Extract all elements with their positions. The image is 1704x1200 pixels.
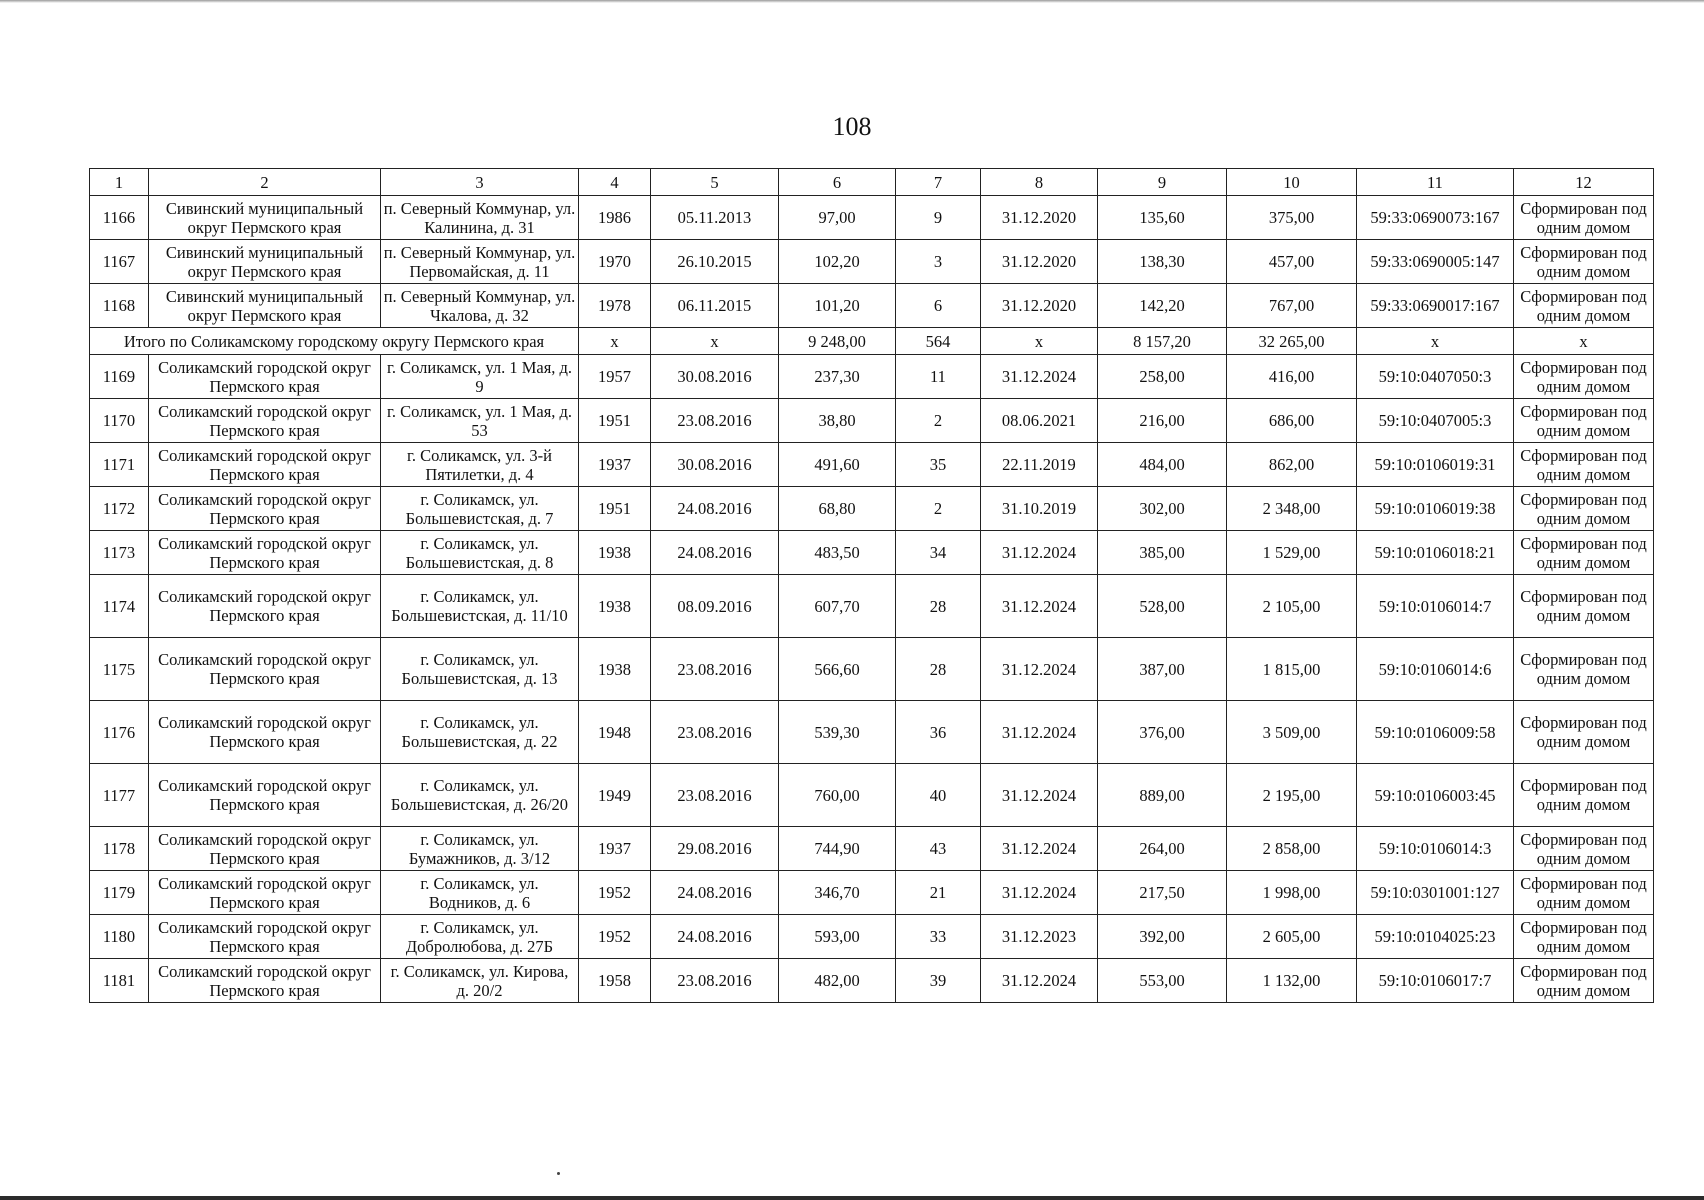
year-cell: 1951 <box>579 487 651 531</box>
table-row <box>90 196 1654 240</box>
deadline-cell: 31.12.2024 <box>981 701 1098 764</box>
page-number: 108 <box>832 112 872 141</box>
residents-cell: 11 <box>896 355 981 399</box>
year-cell: 1952 <box>579 915 651 959</box>
table-row <box>90 959 1654 1003</box>
year-cell: 1957 <box>579 355 651 399</box>
status-cell: Сформирован под одним домом <box>1514 399 1654 443</box>
year-cell: 1938 <box>579 638 651 701</box>
status-cell: Сформирован под одним домом <box>1514 575 1654 638</box>
residents-cell: 28 <box>896 638 981 701</box>
cadastral-number-cell: 59:10:0301001:127 <box>1357 871 1514 915</box>
residents-cell: 2 <box>896 487 981 531</box>
cadastral-number-cell: 59:10:0106003:45 <box>1357 764 1514 827</box>
address-cell: г. Соликамск, ул. Большевистская, д. 7 <box>381 487 579 531</box>
table-row <box>90 871 1654 915</box>
plot-area-cell: 1 132,00 <box>1227 959 1357 1003</box>
area2-cell: 258,00 <box>1098 355 1227 399</box>
date-cell: 06.11.2015 <box>651 284 779 328</box>
summary-label: Итого по Соликамскому городскому округу Пермского края <box>90 328 579 355</box>
deadline-cell: 08.06.2021 <box>981 399 1098 443</box>
address-cell: г. Соликамск, ул. Бумажников, д. 3/12 <box>381 827 579 871</box>
table-row <box>90 399 1654 443</box>
cadastral-number-cell: 59:10:0106014:3 <box>1357 827 1514 871</box>
area2-cell: 376,00 <box>1098 701 1227 764</box>
deadline-cell: 31.12.2020 <box>981 284 1098 328</box>
column-header: 3 <box>381 169 579 196</box>
date-cell: 24.08.2016 <box>651 487 779 531</box>
plot-area-cell: 2 348,00 <box>1227 487 1357 531</box>
column-header: 11 <box>1357 169 1514 196</box>
residents-cell: 2 <box>896 399 981 443</box>
plot-area-cell: 2 605,00 <box>1227 915 1357 959</box>
area-cell: 744,90 <box>779 827 896 871</box>
plot-area-cell: 375,00 <box>1227 196 1357 240</box>
area-cell: 237,30 <box>779 355 896 399</box>
row-number: 1166 <box>90 196 149 240</box>
cadastral-number-cell: 59:33:0690073:167 <box>1357 196 1514 240</box>
summary-value: x <box>1514 328 1654 355</box>
summary-value: x <box>981 328 1098 355</box>
area-cell: 97,00 <box>779 196 896 240</box>
status-cell: Сформирован под одним домом <box>1514 531 1654 575</box>
area-cell: 539,30 <box>779 701 896 764</box>
date-cell: 24.08.2016 <box>651 915 779 959</box>
year-cell: 1937 <box>579 443 651 487</box>
area-cell: 102,20 <box>779 240 896 284</box>
cadastral-number-cell: 59:10:0106019:31 <box>1357 443 1514 487</box>
year-cell: 1948 <box>579 701 651 764</box>
plot-area-cell: 2 858,00 <box>1227 827 1357 871</box>
area2-cell: 484,00 <box>1098 443 1227 487</box>
column-header: 4 <box>579 169 651 196</box>
area-cell: 566,60 <box>779 638 896 701</box>
date-cell: 08.09.2016 <box>651 575 779 638</box>
municipality-cell: Соликамский городской округ Пермского края <box>149 764 381 827</box>
plot-area-cell: 767,00 <box>1227 284 1357 328</box>
municipality-cell: Соликамский городской округ Пермского края <box>149 575 381 638</box>
row-number: 1169 <box>90 355 149 399</box>
municipality-cell: Соликамский городской округ Пермского края <box>149 915 381 959</box>
cadastral-number-cell: 59:33:0690017:167 <box>1357 284 1514 328</box>
municipality-cell: Соликамский городской округ Пермского края <box>149 443 381 487</box>
address-cell: г. Соликамск, ул. Водников, д. 6 <box>381 871 579 915</box>
status-cell: Сформирован под одним домом <box>1514 196 1654 240</box>
row-number: 1175 <box>90 638 149 701</box>
area2-cell: 387,00 <box>1098 638 1227 701</box>
deadline-cell: 31.12.2024 <box>981 575 1098 638</box>
date-cell: 23.08.2016 <box>651 764 779 827</box>
summary-value: x <box>1357 328 1514 355</box>
cadastral-number-cell: 59:10:0106019:38 <box>1357 487 1514 531</box>
table-row <box>90 531 1654 575</box>
plot-area-cell: 686,00 <box>1227 399 1357 443</box>
area2-cell: 138,30 <box>1098 240 1227 284</box>
column-header: 5 <box>651 169 779 196</box>
area2-cell: 302,00 <box>1098 487 1227 531</box>
area-cell: 491,60 <box>779 443 896 487</box>
date-cell: 23.08.2016 <box>651 399 779 443</box>
area-cell: 101,20 <box>779 284 896 328</box>
date-cell: 24.08.2016 <box>651 871 779 915</box>
residents-cell: 35 <box>896 443 981 487</box>
summary-value: 32 265,00 <box>1227 328 1357 355</box>
status-cell: Сформирован под одним домом <box>1514 827 1654 871</box>
area-cell: 68,80 <box>779 487 896 531</box>
residents-cell: 21 <box>896 871 981 915</box>
area-cell: 607,70 <box>779 575 896 638</box>
municipality-cell: Сивинский муниципальный округ Пермского края <box>149 240 381 284</box>
cadastral-number-cell: 59:10:0106014:7 <box>1357 575 1514 638</box>
area-cell: 593,00 <box>779 915 896 959</box>
scan-dust-mark <box>557 1172 560 1175</box>
address-cell: г. Соликамск, ул. Большевистская, д. 22 <box>381 701 579 764</box>
status-cell: Сформирован под одним домом <box>1514 284 1654 328</box>
area-cell: 38,80 <box>779 399 896 443</box>
date-cell: 23.08.2016 <box>651 638 779 701</box>
address-cell: г. Соликамск, ул. 3-й Пятилетки, д. 4 <box>381 443 579 487</box>
year-cell: 1951 <box>579 399 651 443</box>
residents-cell: 6 <box>896 284 981 328</box>
column-header: 8 <box>981 169 1098 196</box>
address-cell: г. Соликамск, ул. Добролюбова, д. 27Б <box>381 915 579 959</box>
area2-cell: 889,00 <box>1098 764 1227 827</box>
status-cell: Сформирован под одним домом <box>1514 915 1654 959</box>
deadline-cell: 31.12.2020 <box>981 196 1098 240</box>
row-number: 1180 <box>90 915 149 959</box>
cadastral-number-cell: 59:10:0106017:7 <box>1357 959 1514 1003</box>
area2-cell: 392,00 <box>1098 915 1227 959</box>
column-header: 9 <box>1098 169 1227 196</box>
area2-cell: 553,00 <box>1098 959 1227 1003</box>
date-cell: 26.10.2015 <box>651 240 779 284</box>
status-cell: Сформирован под одним домом <box>1514 871 1654 915</box>
status-cell: Сформирован под одним домом <box>1514 959 1654 1003</box>
summary-row <box>90 328 1654 355</box>
area2-cell: 216,00 <box>1098 399 1227 443</box>
cadastral-number-cell: 59:10:0407005:3 <box>1357 399 1514 443</box>
row-number: 1181 <box>90 959 149 1003</box>
residents-cell: 43 <box>896 827 981 871</box>
area2-cell: 264,00 <box>1098 827 1227 871</box>
address-cell: г. Соликамск, ул. Большевистская, д. 11/10 <box>381 575 579 638</box>
area2-cell: 385,00 <box>1098 531 1227 575</box>
plot-area-cell: 1 529,00 <box>1227 531 1357 575</box>
plot-area-cell: 1 815,00 <box>1227 638 1357 701</box>
plot-area-cell: 2 105,00 <box>1227 575 1357 638</box>
table-row <box>90 355 1654 399</box>
row-number: 1172 <box>90 487 149 531</box>
date-cell: 30.08.2016 <box>651 355 779 399</box>
column-number-row <box>90 169 1654 196</box>
column-header: 6 <box>779 169 896 196</box>
row-number: 1168 <box>90 284 149 328</box>
area2-cell: 135,60 <box>1098 196 1227 240</box>
cadastral-number-cell: 59:33:0690005:147 <box>1357 240 1514 284</box>
deadline-cell: 31.12.2024 <box>981 959 1098 1003</box>
residents-cell: 33 <box>896 915 981 959</box>
row-number: 1173 <box>90 531 149 575</box>
address-cell: п. Северный Коммунар, ул. Первомайская, д. 11 <box>381 240 579 284</box>
table-row <box>90 284 1654 328</box>
status-cell: Сформирован под одним домом <box>1514 701 1654 764</box>
row-number: 1171 <box>90 443 149 487</box>
table-row <box>90 575 1654 638</box>
deadline-cell: 31.12.2024 <box>981 638 1098 701</box>
date-cell: 30.08.2016 <box>651 443 779 487</box>
residents-cell: 3 <box>896 240 981 284</box>
area2-cell: 528,00 <box>1098 575 1227 638</box>
year-cell: 1958 <box>579 959 651 1003</box>
deadline-cell: 22.11.2019 <box>981 443 1098 487</box>
municipality-cell: Соликамский городской округ Пермского края <box>149 399 381 443</box>
residents-cell: 34 <box>896 531 981 575</box>
date-cell: 29.08.2016 <box>651 827 779 871</box>
municipality-cell: Соликамский городской округ Пермского края <box>149 487 381 531</box>
row-number: 1179 <box>90 871 149 915</box>
table-row <box>90 487 1654 531</box>
table-row <box>90 638 1654 701</box>
status-cell: Сформирован под одним домом <box>1514 487 1654 531</box>
cadastral-number-cell: 59:10:0104025:23 <box>1357 915 1514 959</box>
date-cell: 23.08.2016 <box>651 701 779 764</box>
column-header: 12 <box>1514 169 1654 196</box>
municipality-cell: Соликамский городской округ Пермского края <box>149 827 381 871</box>
cadastral-number-cell: 59:10:0106014:6 <box>1357 638 1514 701</box>
registry-table <box>89 168 1654 1003</box>
residents-cell: 40 <box>896 764 981 827</box>
plot-area-cell: 2 195,00 <box>1227 764 1357 827</box>
address-cell: г. Соликамск, ул. Большевистская, д. 13 <box>381 638 579 701</box>
plot-area-cell: 416,00 <box>1227 355 1357 399</box>
municipality-cell: Соликамский городской округ Пермского края <box>149 701 381 764</box>
year-cell: 1952 <box>579 871 651 915</box>
area2-cell: 142,20 <box>1098 284 1227 328</box>
municipality-cell: Соликамский городской округ Пермского края <box>149 531 381 575</box>
year-cell: 1986 <box>579 196 651 240</box>
residents-cell: 28 <box>896 575 981 638</box>
row-number: 1177 <box>90 764 149 827</box>
year-cell: 1978 <box>579 284 651 328</box>
year-cell: 1938 <box>579 531 651 575</box>
status-cell: Сформирован под одним домом <box>1514 638 1654 701</box>
residents-cell: 9 <box>896 196 981 240</box>
address-cell: г. Соликамск, ул. 1 Мая, д. 53 <box>381 399 579 443</box>
deadline-cell: 31.12.2024 <box>981 764 1098 827</box>
area-cell: 760,00 <box>779 764 896 827</box>
residents-cell: 36 <box>896 701 981 764</box>
year-cell: 1937 <box>579 827 651 871</box>
municipality-cell: Соликамский городской округ Пермского края <box>149 638 381 701</box>
municipality-cell: Сивинский муниципальный округ Пермского края <box>149 196 381 240</box>
plot-area-cell: 457,00 <box>1227 240 1357 284</box>
column-header: 1 <box>90 169 149 196</box>
scan-edge-bottom <box>0 1196 1704 1200</box>
deadline-cell: 31.12.2024 <box>981 531 1098 575</box>
summary-value: 8 157,20 <box>1098 328 1227 355</box>
residents-cell: 39 <box>896 959 981 1003</box>
deadline-cell: 31.12.2024 <box>981 871 1098 915</box>
row-number: 1176 <box>90 701 149 764</box>
status-cell: Сформирован под одним домом <box>1514 355 1654 399</box>
table-row <box>90 701 1654 764</box>
date-cell: 23.08.2016 <box>651 959 779 1003</box>
deadline-cell: 31.12.2023 <box>981 915 1098 959</box>
address-cell: г. Соликамск, ул. Кирова, д. 20/2 <box>381 959 579 1003</box>
table-row <box>90 915 1654 959</box>
area-cell: 483,50 <box>779 531 896 575</box>
summary-value: 564 <box>896 328 981 355</box>
address-cell: г. Соликамск, ул. Большевистская, д. 26/20 <box>381 764 579 827</box>
deadline-cell: 31.12.2024 <box>981 355 1098 399</box>
deadline-cell: 31.12.2020 <box>981 240 1098 284</box>
row-number: 1178 <box>90 827 149 871</box>
deadline-cell: 31.12.2024 <box>981 827 1098 871</box>
summary-value: x <box>579 328 651 355</box>
municipality-cell: Соликамский городской округ Пермского края <box>149 871 381 915</box>
plot-area-cell: 3 509,00 <box>1227 701 1357 764</box>
status-cell: Сформирован под одним домом <box>1514 764 1654 827</box>
address-cell: г. Соликамск, ул. 1 Мая, д. 9 <box>381 355 579 399</box>
cadastral-number-cell: 59:10:0106018:21 <box>1357 531 1514 575</box>
cadastral-number-cell: 59:10:0407050:3 <box>1357 355 1514 399</box>
municipality-cell: Соликамский городской округ Пермского края <box>149 959 381 1003</box>
table-row <box>90 240 1654 284</box>
row-number: 1170 <box>90 399 149 443</box>
scan-edge-top <box>0 0 1704 3</box>
date-cell: 24.08.2016 <box>651 531 779 575</box>
address-cell: г. Соликамск, ул. Большевистская, д. 8 <box>381 531 579 575</box>
address-cell: п. Северный Коммунар, ул. Чкалова, д. 32 <box>381 284 579 328</box>
table-body <box>90 169 1654 1003</box>
status-cell: Сформирован под одним домом <box>1514 240 1654 284</box>
municipality-cell: Сивинский муниципальный округ Пермского края <box>149 284 381 328</box>
plot-area-cell: 862,00 <box>1227 443 1357 487</box>
table-row <box>90 443 1654 487</box>
summary-value: 9 248,00 <box>779 328 896 355</box>
table-row <box>90 764 1654 827</box>
summary-value: x <box>651 328 779 355</box>
plot-area-cell: 1 998,00 <box>1227 871 1357 915</box>
address-cell: п. Северный Коммунар, ул. Калинина, д. 31 <box>381 196 579 240</box>
column-header: 10 <box>1227 169 1357 196</box>
area-cell: 482,00 <box>779 959 896 1003</box>
status-cell: Сформирован под одним домом <box>1514 443 1654 487</box>
row-number: 1174 <box>90 575 149 638</box>
column-header: 7 <box>896 169 981 196</box>
area2-cell: 217,50 <box>1098 871 1227 915</box>
year-cell: 1949 <box>579 764 651 827</box>
date-cell: 05.11.2013 <box>651 196 779 240</box>
row-number: 1167 <box>90 240 149 284</box>
table-row <box>90 827 1654 871</box>
column-header: 2 <box>149 169 381 196</box>
deadline-cell: 31.10.2019 <box>981 487 1098 531</box>
year-cell: 1938 <box>579 575 651 638</box>
area-cell: 346,70 <box>779 871 896 915</box>
cadastral-number-cell: 59:10:0106009:58 <box>1357 701 1514 764</box>
year-cell: 1970 <box>579 240 651 284</box>
municipality-cell: Соликамский городской округ Пермского края <box>149 355 381 399</box>
